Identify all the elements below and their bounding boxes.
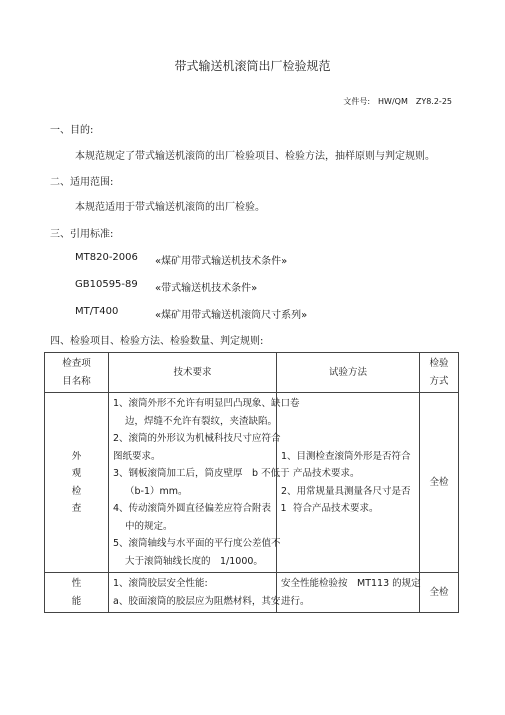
reference-name: «带式输送机技术条件»	[155, 283, 258, 294]
item-char: 外	[71, 450, 82, 462]
item-name-cell	[45, 573, 109, 613]
header-mode-line: 检验	[429, 358, 449, 369]
item-char: 查	[71, 503, 82, 514]
item-char: 观	[71, 468, 82, 479]
requirements-cell	[109, 573, 281, 613]
requirement-line: （b-1）mm。	[125, 485, 188, 497]
reference-code: MT/T400	[75, 306, 119, 317]
requirement-line: 5、滚筒轴线与水平面的平行度公差值不	[113, 538, 281, 549]
requirement-line: 中的规定。	[125, 520, 173, 532]
inspection-mode-cell: 全检	[420, 393, 459, 573]
requirements-cell	[109, 393, 300, 573]
header-mode-line: 方式	[429, 375, 449, 387]
requirement-line: 1、滚筒胶层安全性能:	[113, 578, 208, 589]
header-item-line: 检查项	[62, 358, 91, 369]
method-cell	[277, 393, 420, 573]
document-number: 文件号: HW/QM ZY8.2-25	[343, 97, 452, 106]
item-char: 性	[71, 578, 82, 589]
requirement-line: a、胶面滚筒的胶层应为阻燃材料，其安	[113, 595, 281, 607]
method-line: 1、目测检查滚筒外形是否符合	[281, 450, 411, 462]
reference-name: «煤矿用带式输送机滚筒尺寸系列»	[155, 310, 308, 321]
item-name-cell	[45, 393, 109, 573]
method-line: 符合产品技术要求。	[293, 503, 379, 514]
requirement-line: 4、传动滚筒外圆直径偏差应符合附表 1	[113, 503, 287, 514]
purpose-heading: 一、目的:	[50, 125, 94, 136]
table-row	[45, 393, 459, 573]
reference-code: MT820-2006	[75, 252, 138, 263]
header-item-name	[45, 353, 109, 393]
header-test-method: 试验方法	[277, 353, 420, 393]
references-heading: 三、引用标准:	[50, 229, 114, 240]
requirement-line: 3、钢板滚筒加工后，筒皮壁厚 b 不低于	[113, 468, 290, 479]
header-item-line: 目名称	[62, 375, 91, 387]
reference-code: GB10595-89	[75, 279, 138, 290]
requirement-line: 2、滚筒的外形议为机械科技尺寸应符合	[113, 433, 281, 444]
method-cell	[277, 573, 420, 613]
reference-name: «煤矿用带式输送机技术条件»	[155, 256, 288, 267]
requirement-line: 边，焊缝不允许有裂纹，夹渣缺陷。	[125, 415, 278, 427]
table-row	[45, 573, 459, 613]
header-inspection-mode	[420, 353, 459, 393]
purpose-text: 本规范规定了带式输送机滚筒的出厂检验项目、检验方法，抽样原则与判定规则。	[75, 151, 435, 162]
item-char: 能	[71, 595, 82, 607]
method-line: 安全性能检验按 MT113 的规定	[281, 578, 421, 589]
scope-text: 本规范适用于带式输送机滚筒的出厂检验。	[75, 202, 265, 213]
requirement-line: 图纸要求。	[113, 450, 161, 462]
inspection-mode-cell: 全检	[420, 573, 459, 613]
requirement-line: 大于滚筒轴线长度的 1/1000。	[125, 555, 263, 567]
scope-heading: 二、适用范围:	[50, 177, 114, 188]
document-title: 带式输送机滚筒出厂检验规范	[174, 59, 331, 73]
method-line: 2、用常规量具测量各尺寸是否	[281, 485, 411, 497]
table-header-row	[45, 353, 459, 393]
inspection-table	[44, 352, 459, 613]
item-char: 检	[71, 485, 82, 497]
method-line: 产品技术要求。	[293, 468, 360, 479]
requirement-line: 1、滚筒外形不允许有明显凹凸现象、缺口卷	[113, 398, 300, 409]
items-heading: 四、检验项目、检验方法、检验数量、判定规则:	[50, 336, 264, 347]
header-requirements: 技术要求	[109, 353, 277, 393]
method-line: 进行。	[281, 595, 310, 607]
